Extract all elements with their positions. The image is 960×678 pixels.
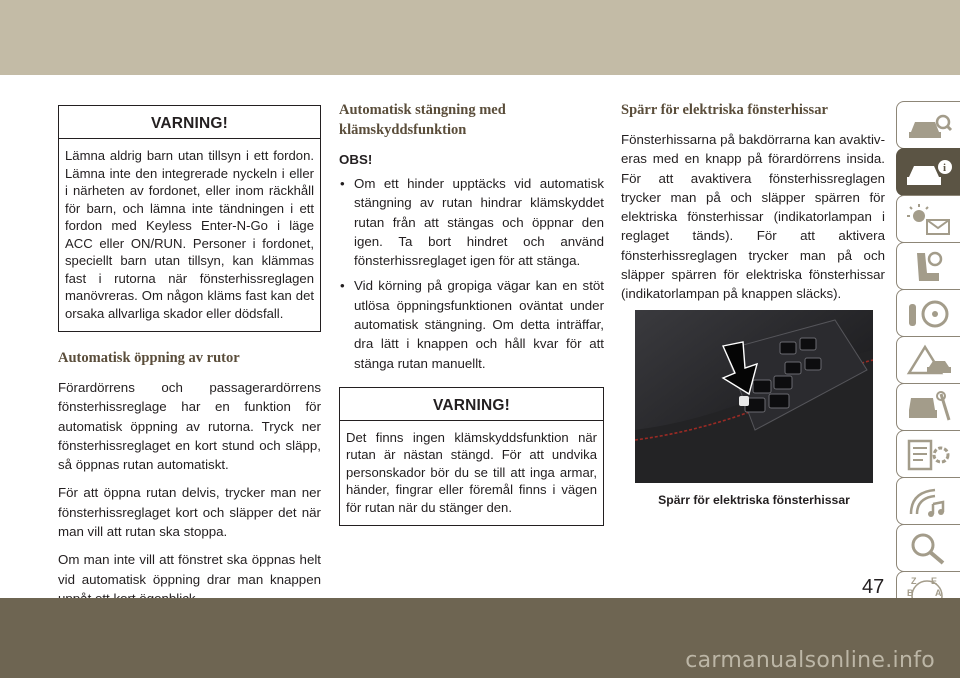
warning-box-child-safety — [58, 105, 321, 332]
car-info-icon — [905, 155, 953, 191]
list-item — [339, 276, 604, 372]
bullet-text: Om ett hinder upptäcks vid automatisk stängning av rutan hindrar klämskyddet rutan från att stängas och öppnar den igen. Ta bort hindret och använd fönsterhissreglaget igen för att stänga. — [354, 176, 604, 269]
figure — [635, 310, 873, 507]
tab-customer-assistance[interactable] — [896, 524, 960, 572]
page-number: 47 — [862, 576, 885, 598]
window-switch-photo — [635, 310, 873, 483]
obs-label: OBS! — [339, 152, 373, 167]
index-letter: B — [907, 588, 914, 598]
service-maintenance-icon — [905, 390, 953, 426]
index-letter: Z — [911, 576, 917, 586]
bullet-text: Vid körning på gropiga vägar kan en stöt utlösa öppningsfunktionen oväntat under automatisk stängning. Om detta inträffar, dra lätt i knappen och håll kvar för att stänga rutan manuellt. — [354, 278, 604, 371]
bullet-icon: • — [340, 278, 345, 294]
section-heading-auto-up: Automatisk stängning med klämskyddsfunktion — [339, 102, 506, 138]
tab-multimedia[interactable] — [896, 477, 960, 525]
tab-getting-to-know-vehicle[interactable] — [896, 101, 960, 149]
tab-starting-operating[interactable] — [896, 289, 960, 337]
starting-driving-icon — [905, 296, 953, 332]
list-item — [339, 174, 604, 270]
tab-getting-to-know-instrument[interactable] — [896, 148, 960, 196]
tab-servicing[interactable] — [896, 383, 960, 431]
index-letter: A — [935, 588, 942, 598]
warning-title: VARNING! — [340, 388, 603, 421]
watermark-text: carmanualsonline.info — [685, 648, 935, 673]
paragraph: För att öppna rutan delvis, trycker man ner fönsterhissreglaget kort och släpper det när man vill att rutan ska stoppa. — [58, 485, 321, 540]
roadside-emergency-icon — [905, 343, 953, 379]
section-heading-auto-down: Automatisk öppning av rutor — [58, 350, 240, 366]
car-magnifier-icon — [905, 108, 953, 144]
tab-safety[interactable] — [896, 242, 960, 290]
svg-text:i: i — [943, 162, 947, 174]
tab-technical-specs[interactable] — [896, 430, 960, 478]
bullet-icon: • — [340, 176, 345, 191]
door-panel-illustration — [635, 310, 873, 483]
warning-box-pinch — [339, 387, 604, 527]
tab-warning-lights[interactable] — [896, 195, 960, 243]
warning-text: Lämna aldrig barn utan tillsyn i ett fordon. Lämna inte den integrerade nyckeln i eller i närheten av fordonet, eller inom räckhåll för barn, och lämna inte tändningen i ett fordon med Keyless Enter-N-Go i läge ACC eller ON/RUN. Personer i fordonet, speciellt barn utan tillsyn, kan klämmas fast i rutorna när fönsterhissreglagen manövreras. Om någon kläms fast kan det orsaka allvarliga skador eller dödsfall. — [65, 148, 314, 321]
paragraph: Fönsterhissarna på bakdörrarna kan avaktiveras med en knapp på förardörrens insida. För att avaktivera fönsterhissreglagen trycker man på och släpper spärren för elektriska fönsterhissar (indikatorlampan i reglaget tänds). För att aktivera fönsterhissreglagen trycker man på och släpper spärren för elektriska fönsterhissar (indikatorlampan på knappen släcks). — [621, 132, 885, 302]
warning-lights-message-icon — [905, 202, 953, 238]
column-2 — [339, 100, 604, 526]
section-heading-window-lockout: Spärr för elektriska fönsterhissar — [621, 102, 828, 118]
paragraph: Förardörrens och passagerardörrens fönsterhissreglage har en funktion för automatisk öppning av rutorna. Tryck ner fönsterhissreglaget en kort stund och släpp, så öppnas rutan automatiskt. — [58, 380, 321, 473]
column-1 — [58, 100, 321, 608]
technical-specifications-icon — [905, 437, 953, 473]
multimedia-icon — [905, 484, 953, 520]
column-3 — [621, 100, 885, 507]
customer-assistance-icon — [905, 531, 953, 567]
warning-title: VARNING! — [59, 106, 320, 139]
warning-text: Det finns ingen klämskyddsfunktion när rutan är nästan stängd. För att undvika personskador bör du se till att inga armar, händer, fingrar eller föremål finns i vägen för rutan när du stänger den. — [346, 429, 597, 515]
figure-caption: Spärr för elektriska fönsterhissar — [658, 492, 850, 507]
seat-airbag-icon — [905, 249, 953, 285]
tab-emergency[interactable] — [896, 336, 960, 384]
index-letter: E — [931, 576, 938, 586]
header-band — [0, 0, 960, 75]
paragraph: Om man inte vill att fönstret ska öppnas helt vid automatisk öppning drar man knappen — [58, 552, 321, 587]
